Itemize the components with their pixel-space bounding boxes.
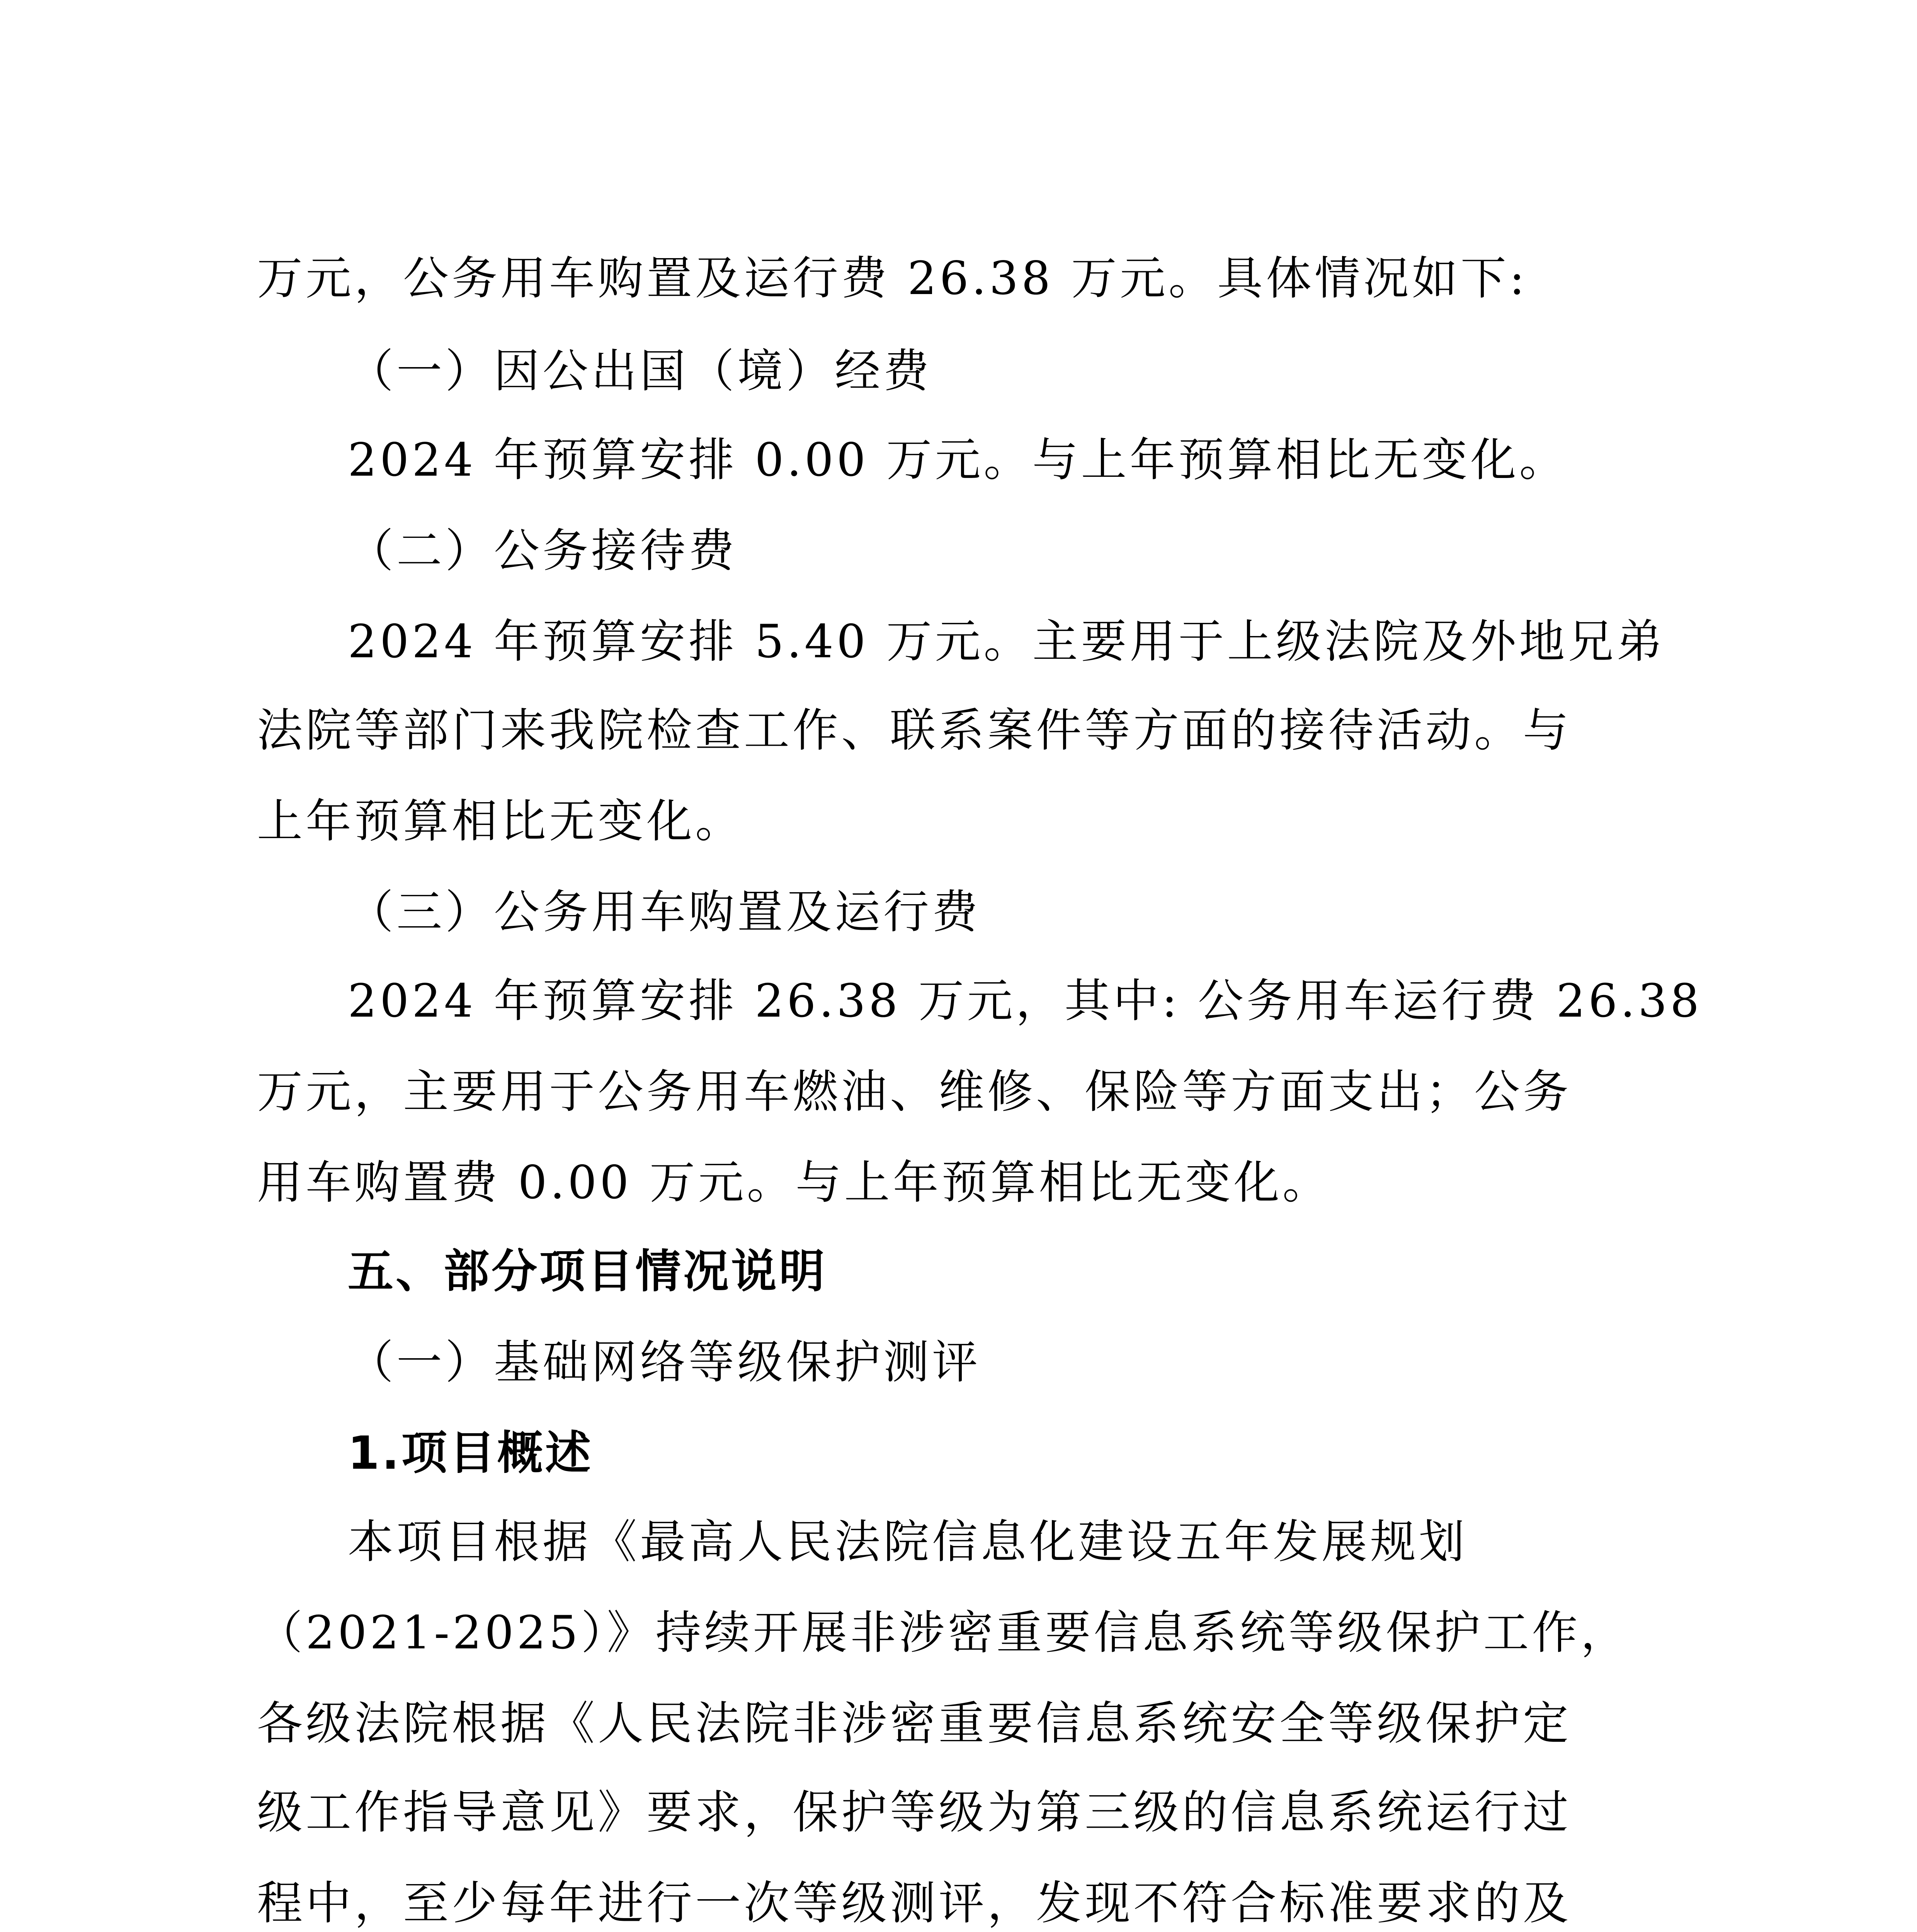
item-heading: 1.项目概述	[348, 1426, 593, 1480]
body-text-line: 2024 年预算安排 5.40 万元。主要用于上级法院及外地兄弟	[348, 615, 1665, 668]
body-text-line: 上年预算相比无变化。	[257, 794, 744, 848]
body-text-line: （2021-2025）》持续开展非涉密重要信息系统等级保护工作，	[257, 1606, 1630, 1659]
body-text-line: 级工作指导意见》要求，保护等级为第三级的信息系统运行过	[257, 1786, 1572, 1839]
subsection-heading: （三）公务用车购置及运行费	[348, 885, 981, 939]
subsection-heading: （二）公务接待费	[348, 524, 738, 577]
body-text-line: 万元，主要用于公务用车燃油、维修、保险等方面支出；公务	[257, 1065, 1572, 1118]
body-text-line: 万元，公务用车购置及运行费 26.38 万元。具体情况如下:	[257, 252, 1528, 305]
body-text-line: 各级法院根据《人民法院非涉密重要信息系统安全等级保护定	[257, 1697, 1572, 1750]
body-text-line: 本项目根据《最高人民法院信息化建设五年发展规划	[348, 1515, 1468, 1568]
subsection-heading: （一）因公出国（境）经费	[348, 344, 932, 398]
body-text-line: 法院等部门来我院检查工作、联系案件等方面的接待活动。与	[257, 704, 1572, 757]
subsection-heading: （一）基础网络等级保护测评	[348, 1335, 981, 1389]
body-text-line: 程中，至少每年进行一次等级测评，发现不符合标准要求的及	[257, 1876, 1572, 1930]
body-text-line: 2024 年预算安排 0.00 万元。与上年预算相比无变化。	[348, 433, 1568, 486]
section-heading: 五、部分项目情况说明	[348, 1245, 827, 1298]
body-text-line: 2024 年预算安排 26.38 万元，其中: 公务用车运行费 26.38	[348, 974, 1703, 1027]
body-text-line: 用车购置费 0.00 万元。与上年预算相比无变化。	[257, 1156, 1331, 1209]
